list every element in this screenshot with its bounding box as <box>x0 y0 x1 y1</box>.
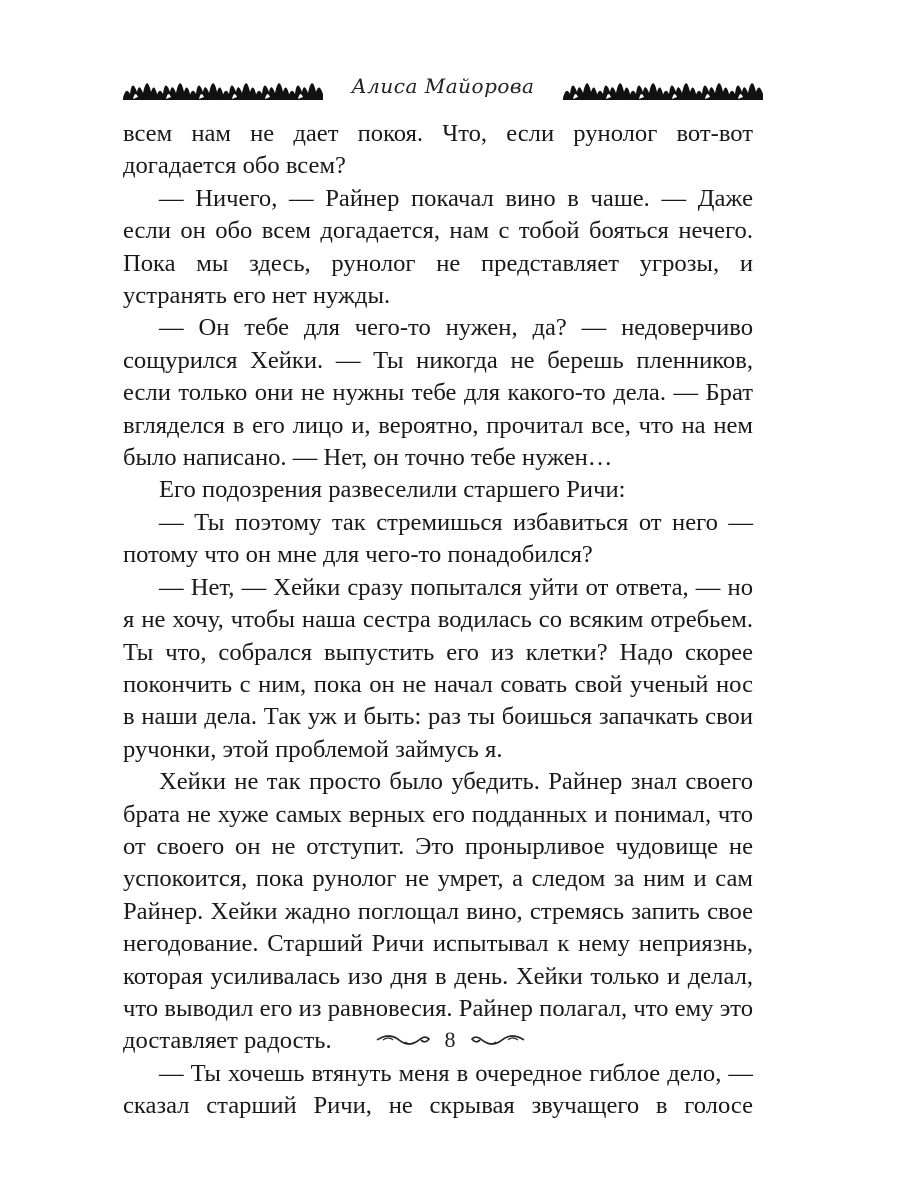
swirl-right-icon <box>470 1030 526 1050</box>
running-header <box>123 66 763 106</box>
paragraph: — Ты поэтому так стремишься избавиться от него — потому что он мне для чего-то понадобился? <box>123 508 753 569</box>
paragraph: — Ты хочешь втянуть меня в очередное гиблое дело, — сказал старший Ричи, не скрывая звучащего в голосе <box>123 1059 753 1120</box>
body-text <box>123 118 753 1123</box>
running-title: Алиса Майорова <box>351 74 535 98</box>
page-number: 8 <box>444 1027 456 1052</box>
paragraph: — Он тебе для чего-то нужен, да? — недоверчиво сощурился Хейки. — Ты никогда не берешь пленников, если только они не нужны тебе для какого-то дела. — Брат вгляделся в его лицо и, вероятно, прочитал все, что на нем было написано. — Нет, он точно тебе нужен… <box>123 314 753 472</box>
paragraph: Хейки не так просто было убедить. Райнер знал своего брата не хуже самых верных его подданных и понимал, что от своего он не отступит. Это пронырливое чудовище не успокоится, пока рунолог не умрет, а следом за ним и сам Райнер. Хейки жадно поглощал вино, стремясь запить свое негодование. Старший Ричи испытывал к нему неприязнь, которая усиливалась изо дня в день. Хейки только и делал, что выводил его из равновесия. Райнер полагал, что ему это доставляет радость. <box>123 768 753 1055</box>
paragraph: всем нам не дает покоя. Что, если рунолог вот-вот догадается обо всем? <box>123 120 753 180</box>
swirl-left-icon <box>375 1030 431 1050</box>
paragraph: Его подозрения развеселили старшего Ричи: <box>159 476 626 504</box>
paragraph: — Нет, — Хейки сразу попытался уйти от ответа, — но я не хочу, чтобы наша сестра водилась со всяким отребьем. Ты что, собрался выпустить его из клетки? Надо скорее покончить с ним, пока он не начал совать свой ученый нос в наши дела. Так уж и быть: раз ты боишься запачкать свои ручонки, этой проблемой займусь я. <box>123 573 753 763</box>
page-footer <box>0 1020 900 1060</box>
paragraph: — Ничего, — Райнер покачал вино в чаше. — Даже если он обо всем догадается, нам с тобой бояться нечего. Пока мы здесь, рунолог не представляет угрозы, и устранять его нет нужды. <box>123 184 753 310</box>
flame-border-right-icon <box>563 68 763 104</box>
flame-border-left-icon <box>123 68 323 104</box>
